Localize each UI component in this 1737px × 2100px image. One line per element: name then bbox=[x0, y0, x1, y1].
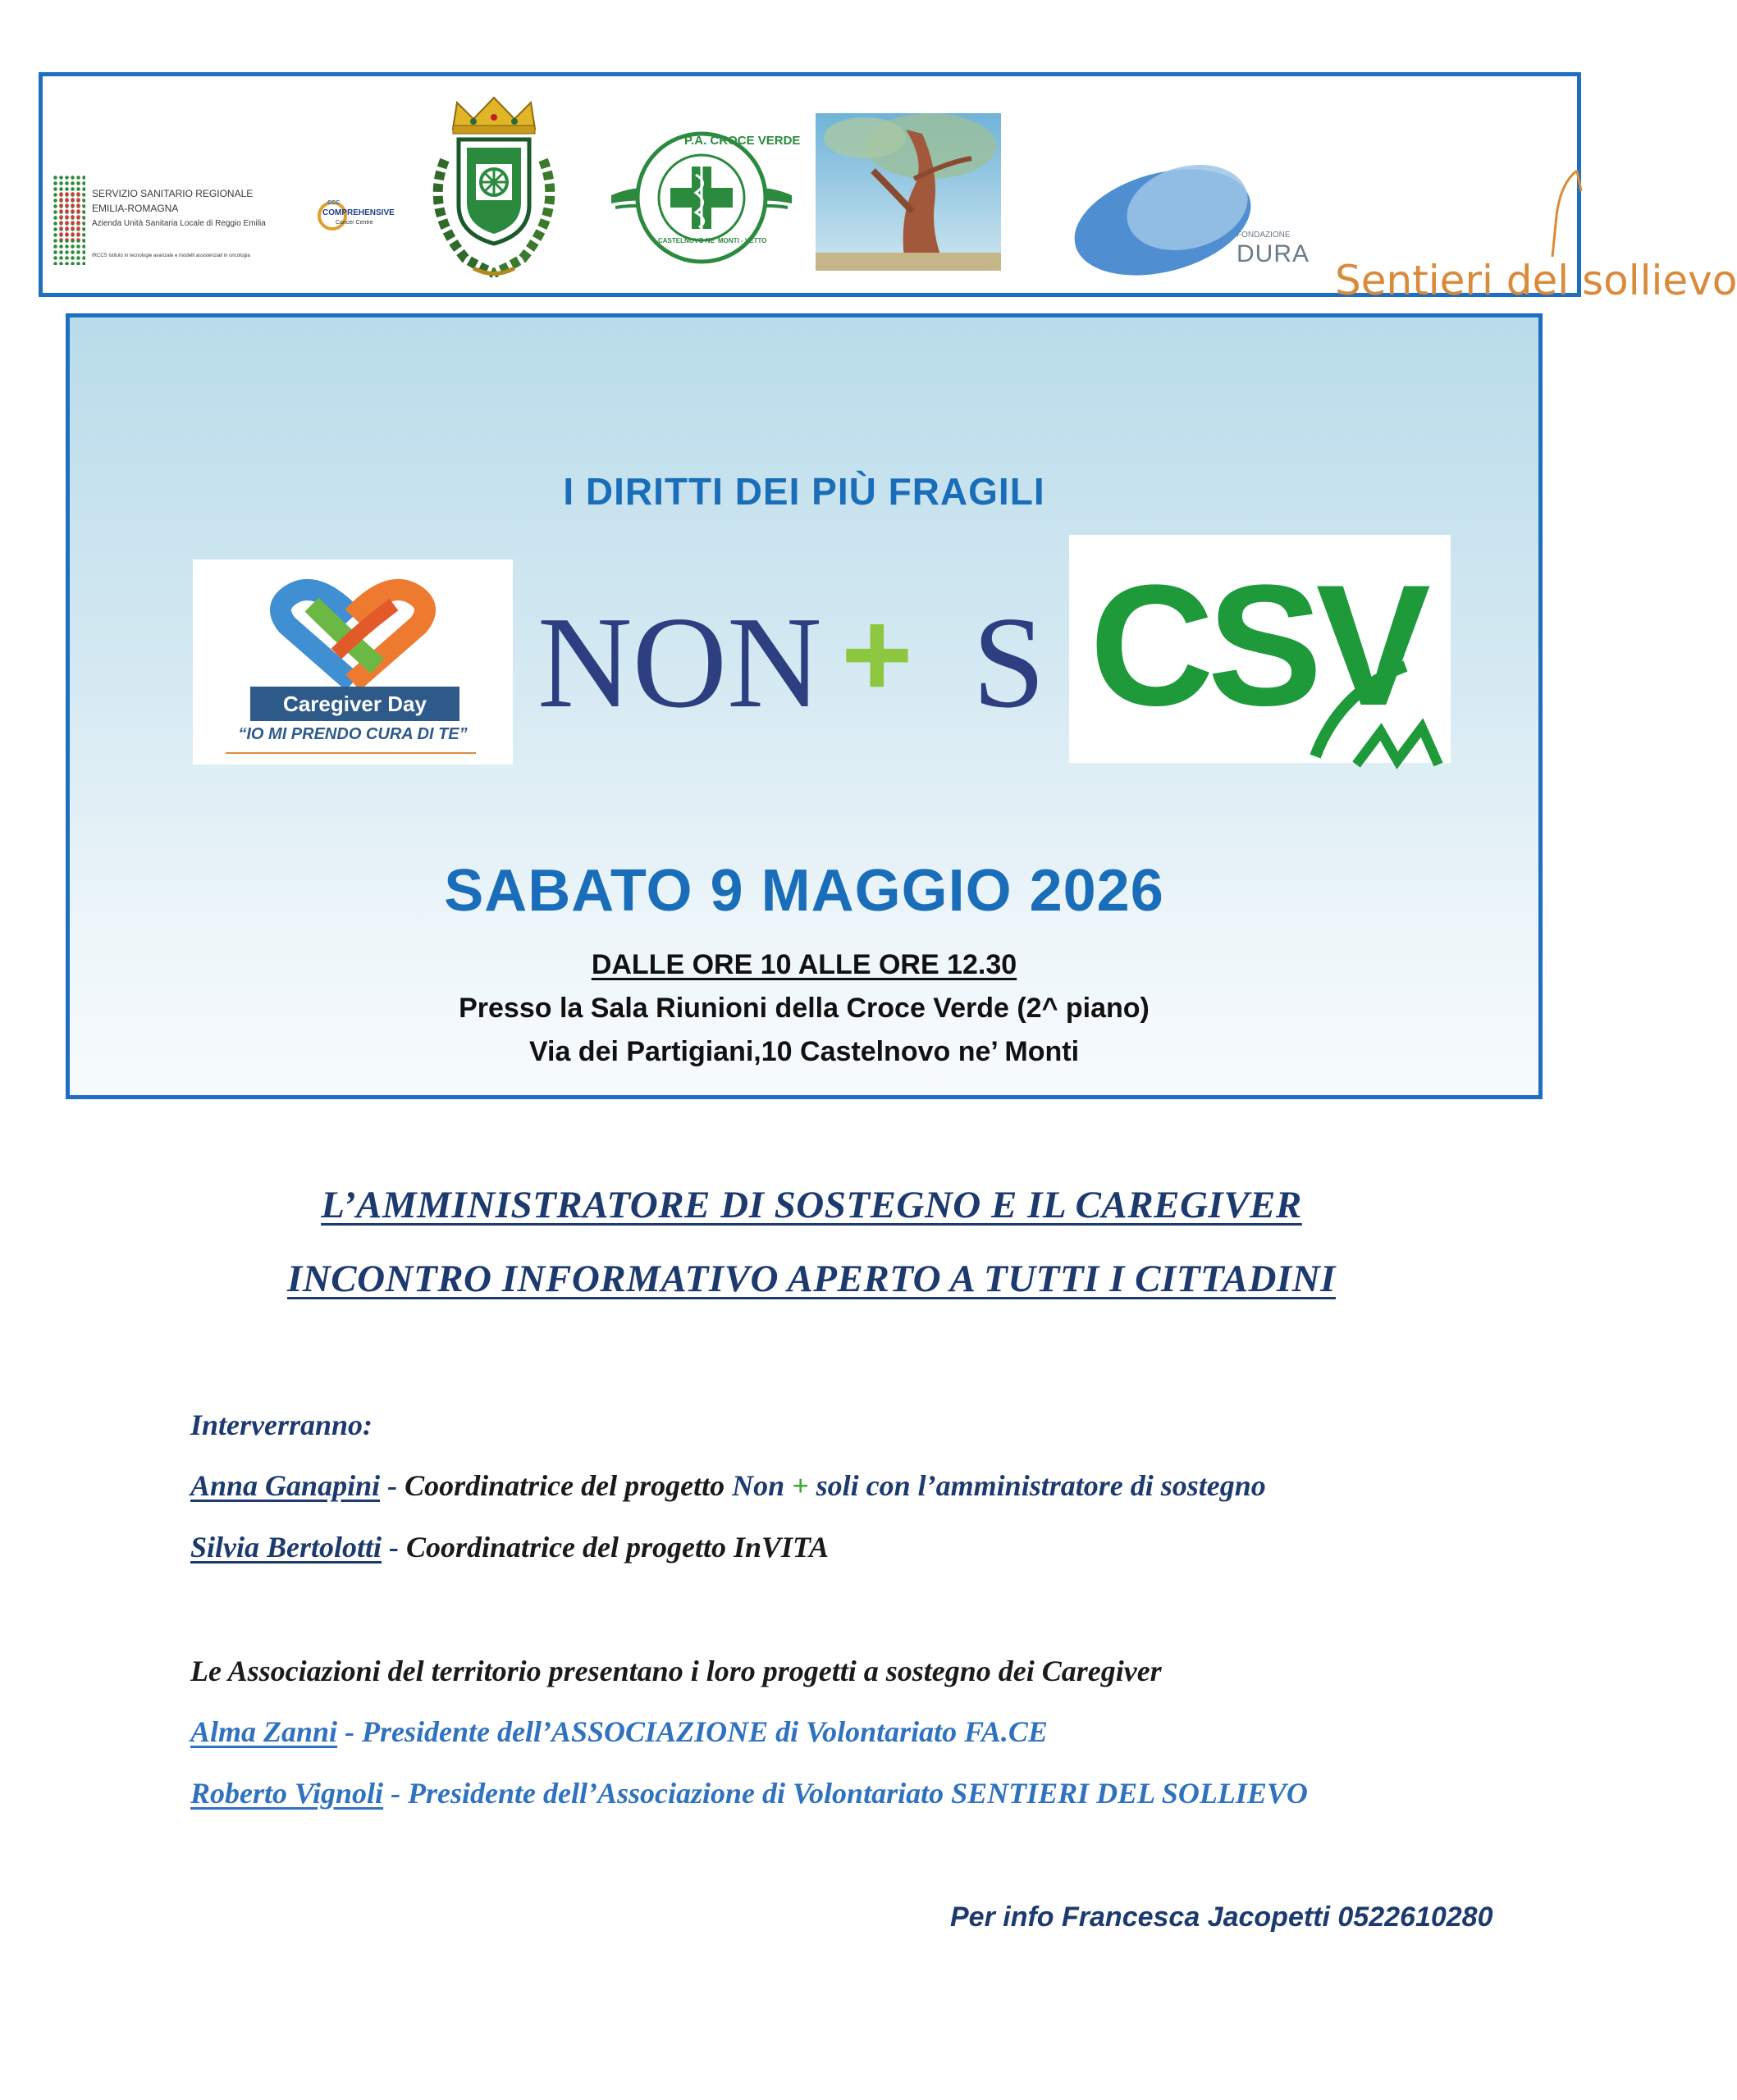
speaker-separator: - bbox=[382, 1531, 407, 1564]
caregiver-underline bbox=[226, 752, 476, 754]
croce-verde-bottom-text: CASTELNOVO NE' MONTI - VETTO bbox=[658, 237, 767, 244]
dura-name-text: DURA bbox=[1236, 240, 1310, 267]
associations-intro: Le Associazioni del territorio presentano i loro progetti a sostegno dei Caregiver bbox=[190, 1655, 1162, 1687]
plus-sign: + bbox=[841, 585, 913, 723]
speaker-name: Anna Ganapini bbox=[190, 1469, 381, 1502]
association-person-name: Roberto Vignoli bbox=[190, 1777, 384, 1810]
event-place: Presso la Sala Riunioni della Croce Verde (2^ piano) bbox=[459, 993, 1150, 1024]
headline-line-2: INCONTRO INFORMATIVO APERTO A TUTTI I CITTADINI bbox=[287, 1258, 1336, 1300]
ausl-line-1: SERVIZIO SANITARIO REGIONALE bbox=[92, 188, 254, 199]
csv-logo bbox=[1069, 535, 1451, 763]
soli-word-start: S bbox=[972, 589, 1045, 735]
caregiver-heart-icon bbox=[254, 580, 451, 687]
speaker-row bbox=[190, 1530, 829, 1564]
speaker-role: Coordinatrice del progetto InVITA bbox=[406, 1531, 830, 1564]
ccc-line-1: CCC bbox=[327, 200, 341, 206]
event-subtitle: I DIRITTI DEI PIÙ FRAGILI bbox=[563, 470, 1045, 513]
ccc-line-3: Cancer Centre bbox=[336, 220, 373, 226]
tree-photo-icon bbox=[816, 113, 1001, 271]
caregiver-day-logo bbox=[193, 559, 513, 765]
project-plus-sign: + bbox=[792, 1469, 809, 1502]
speaker-name: Silvia Bertolotti bbox=[190, 1531, 382, 1564]
sentieri-logo-text: Sentieri del sollievo bbox=[1335, 257, 1737, 304]
event-info-box bbox=[66, 313, 1543, 1099]
fondazione-dura-logo-icon bbox=[1064, 150, 1310, 290]
association-person-name: Alma Zanni bbox=[190, 1715, 338, 1748]
speaker-row bbox=[190, 1468, 1266, 1503]
event-address: Via dei Partigiani,10 Castelnovo ne’ Monti bbox=[528, 1036, 1080, 1067]
ausl-line-3: Azienda Unità Sanitaria Locale di Reggio Emilia bbox=[92, 219, 266, 228]
event-time: DALLE ORE 10 ALLE ORE 12.30 bbox=[591, 949, 1017, 980]
project-rest: soli con l’amministratore di sostegno bbox=[808, 1469, 1266, 1502]
ausl-line-4: IRCCS Istituto in tecnologie avanzate e modelli assistenziali in oncologia bbox=[92, 253, 250, 258]
association-role: - Presidente dell’ASSOCIAZIONE di Volontariato FA.CE bbox=[337, 1715, 1048, 1748]
ccc-line-2: COMPREHENSIVE bbox=[322, 208, 395, 217]
croce-verde-top-text: P.A. CROCE VERDE bbox=[684, 134, 801, 148]
speaker-separator: - bbox=[380, 1469, 405, 1502]
ausl-line-2: EMILIA-ROMAGNA bbox=[92, 203, 179, 214]
headline-line-1: L’AMMINISTRATORE DI SOSTEGNO E IL CAREGIVER bbox=[321, 1184, 1302, 1226]
ausl-dots-red-icon bbox=[58, 191, 83, 240]
csv-text: CSV bbox=[1090, 549, 1424, 742]
association-role: - Presidente dell’Associazione di Volontariato SENTIERI DEL SOLLIEVO bbox=[383, 1777, 1308, 1810]
non-word: NON bbox=[537, 589, 822, 735]
contact-info: Per info Francesca Jacopetti 0522610280 bbox=[950, 1901, 1493, 1933]
speakers-intro: Interverranno: bbox=[190, 1408, 373, 1441]
caregiver-day-badge: Caregiver Day bbox=[250, 687, 459, 721]
association-row bbox=[190, 1776, 1308, 1810]
caregiver-motto: “IO MI PRENDO CURA DI TE” bbox=[238, 725, 468, 743]
partner-logo-strip bbox=[39, 72, 1737, 304]
dura-small-text: FONDAZIONE bbox=[1236, 231, 1291, 240]
comprehensive-cancer-centre-logo bbox=[318, 195, 395, 236]
csv-swoosh-icon bbox=[1307, 658, 1451, 765]
project-non-word: Non bbox=[732, 1469, 793, 1502]
non-piu-soli-logo bbox=[537, 585, 1045, 736]
ausl-reggio-emilia-logo bbox=[53, 175, 266, 281]
sentieri-path-icon bbox=[1544, 167, 1593, 265]
speaker-role: Coordinatrice del progetto bbox=[405, 1469, 733, 1502]
association-row bbox=[190, 1714, 1048, 1749]
event-date: SABATO 9 MAGGIO 2026 bbox=[444, 858, 1164, 924]
comune-coat-of-arms-icon bbox=[408, 94, 580, 285]
